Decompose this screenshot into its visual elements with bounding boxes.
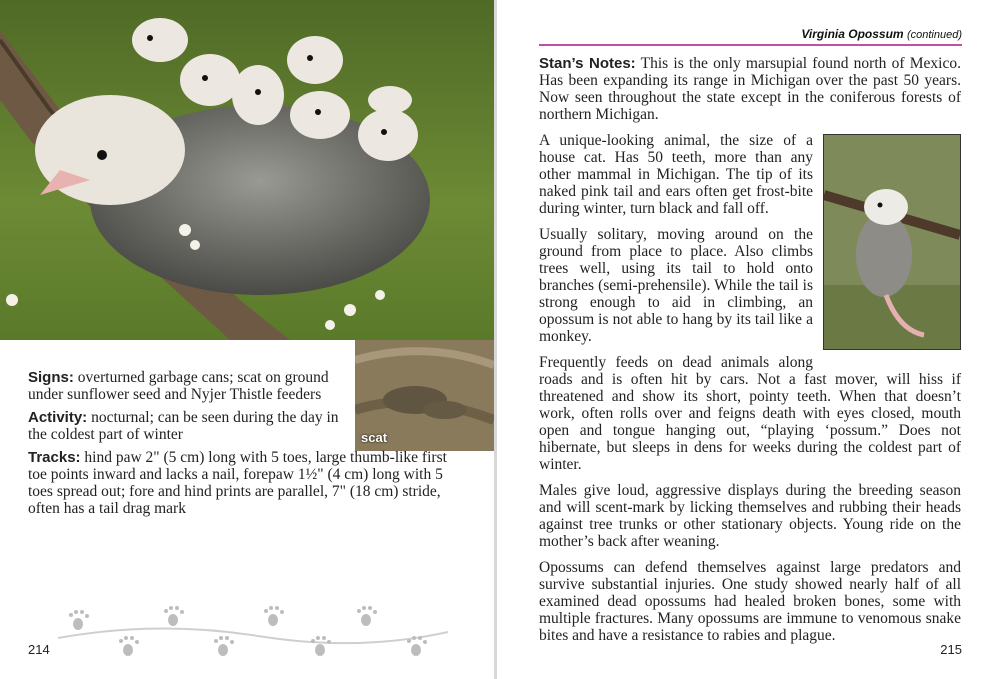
signs-term: Signs:	[28, 369, 74, 386]
stans-notes-label: Stan’s Notes:	[539, 55, 636, 72]
activity-entry	[28, 409, 348, 443]
paragraph: Opossums can defend themselves against large predators and survive substantial injuries. One study showed nearly half of all examined dead opossums had healed broken bones, some with multiple fractures. Many opossums are immune to venomous snake bites and have a resistance to rabies and plague.	[539, 559, 961, 644]
left-page	[0, 0, 494, 679]
tracks-term: Tracks:	[28, 449, 81, 466]
paragraph: Usually solitary, moving around on the ground from place to place. Also climbs trees well, using its tail to hold onto branches (semi-prehensile). While the tail is strong enough to aid in climbing, an opossum is not able to hang by its tail like a monkey.	[539, 226, 813, 345]
paragraph: Frequently feeds on dead animals along roads and is often hit by cars. Not a fast mover, will hiss if threatened and show its short, pointy teeth. When that doesn’t work, often rolls over and feigns death with eyes closed, mouth open and tongue hanging out, “playing ‘possum.” Does not hibernate, but sleeps in dens for weeks during the coldest part of winter.	[539, 354, 961, 473]
footprint-trail-decoration	[58, 600, 448, 670]
left-page-text	[28, 369, 468, 523]
paragraph-text: This is the only marsupial found north of Mexico. Has been expanding its range in Michigan over the past 50 years. Now seen throughout the state except in the coniferous forests of northern Michigan.	[539, 55, 961, 123]
paragraph: A unique-looking animal, the size of a house cat. Has 50 teeth, more than any other mammal in Michigan. The tip of its naked pink tail and ears often get frost-bite during winter, turn black and fall off.	[539, 132, 813, 217]
stans-notes-text	[539, 55, 961, 653]
scat-caption: scat	[361, 430, 388, 445]
page-number-right: 215	[940, 642, 962, 657]
activity-text: nocturnal; can be seen during the day in the coldest part of winter	[28, 409, 339, 443]
tracks-entry	[28, 449, 468, 517]
activity-term: Activity:	[28, 409, 88, 426]
running-head	[539, 27, 962, 46]
page-number-left: 214	[28, 642, 50, 657]
opossum-family-photo	[0, 0, 494, 340]
tracks-text: hind paw 2" (5 cm) long with 5 toes, large thumb-like first toe points inward and lacks a nail, forepaw 1½" (4 cm) long with 5 toes spread out; fore and hind prints are parallel, 7" (18 cm) stride, often has a tail drag mark	[28, 449, 447, 517]
paragraph	[539, 55, 961, 123]
signs-text: overturned garbage cans; scat on ground under sunflower seed and Nyjer Thistle feeders	[28, 369, 329, 403]
right-page	[497, 0, 990, 679]
hanging-opossum-photo	[823, 134, 961, 350]
signs-entry	[28, 369, 348, 403]
paragraph: Males give loud, aggressive displays during the breeding season and will scent-mark by licking themselves and rubbing their heads against tree trunks or other stationary objects. Young ride on the mother’s back after weaning.	[539, 482, 961, 550]
running-head-continued: (continued)	[906, 29, 962, 41]
running-head-title: Virginia Opossum	[801, 27, 904, 41]
